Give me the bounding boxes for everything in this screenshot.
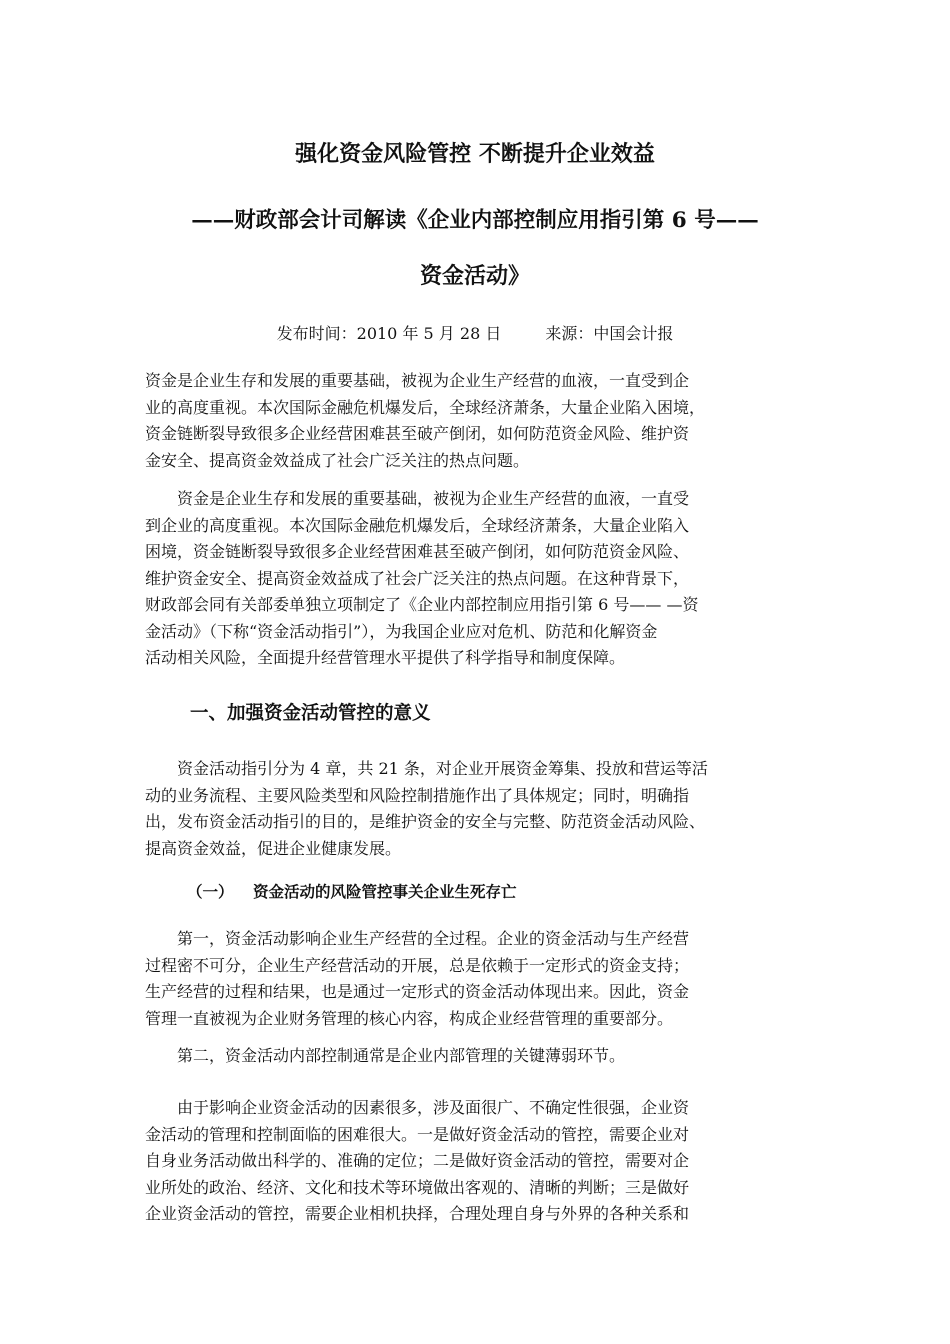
document-subtitle: ——财政部会计司解读《企业内部控制应用指引第 6 号—— (191, 208, 759, 233)
section-heading: 一、加强资金活动管控的意义 (190, 703, 431, 724)
paragraph-background (145, 486, 805, 672)
text-line: 资金是企业生存和发展的重要基础，被视为企业生产经营的血液，一直受 (145, 489, 690, 508)
text-line: 第一，资金活动影响企业生产经营的全过程。企业的资金活动与生产经营 (145, 929, 690, 948)
text-line: 金活动的管理和控制面临的困难很大。一是做好资金活动的管控，需要企业对 (145, 1124, 690, 1144)
text-line: 到企业的高度重视。本次国际金融危机爆发后，全球经济萧条，大量企业陷入 (145, 515, 690, 535)
subsection-number: （一） (187, 882, 234, 901)
text-line: 金安全、提高资金效益成了社会广泛关注的热点问题。 (145, 450, 530, 470)
publish-date: 发布时间：2010 年 5 月 28 日 (276, 324, 502, 343)
paragraph-intro (145, 368, 805, 474)
document-title: 强化资金风险管控 不断提升企业效益 (295, 141, 655, 167)
text-line: 第二，资金活动内部控制通常是企业内部管理的关键薄弱环节。 (145, 1046, 626, 1065)
text-line: 由于影响企业资金活动的因素很多，涉及面很广、不确定性很强，企业资 (145, 1098, 690, 1117)
paragraph-factors (145, 1095, 805, 1228)
paragraph-first-point (145, 926, 805, 1032)
text-line: 企业资金活动的管控，需要企业相机抉择，合理处理自身与外界的各种关系和 (145, 1204, 690, 1223)
paragraph-second-point (145, 1043, 805, 1070)
text-line: 出，发布资金活动指引的目的，是维护资金的安全与完整、防范资金活动风险、 (145, 812, 706, 831)
paragraph-guideline-overview (145, 756, 805, 862)
text-line: 资金活动指引分为 4 章，共 21 条，对企业开展资金筹集、投放和营运等活 (145, 759, 708, 778)
text-line: 提高资金效益，促进企业健康发展。 (145, 838, 402, 858)
text-line: 困境，资金链断裂导致很多企业经营困难甚至破产倒闭，如何防范资金风险、 (145, 542, 690, 561)
subsection-heading (187, 880, 517, 902)
text-line: 财政部会同有关部委单独立项制定了《企业内部控制应用指引第 6 号—— —资 (145, 595, 699, 614)
text-line: 过程密不可分，企业生产经营活动的开展，总是依赖于一定形式的资金支持； (145, 955, 690, 975)
text-line: 动的业务流程、主要风险类型和风险控制措施作出了具体规定；同时，明确指 (145, 785, 690, 805)
text-line: 管理一直被视为企业财务管理的核心内容，构成企业经营管理的重要部分。 (145, 1008, 674, 1028)
subsection-title: 资金活动的风险管控事关企业生死存亡 (253, 882, 517, 901)
text-line: 自身业务活动做出科学的、准确的定位；二是做好资金活动的管控，需要对企 (145, 1151, 690, 1170)
publish-meta (0, 321, 950, 344)
text-line: 业的高度重视。本次国际金融危机爆发后，全球经济萧条，大量企业陷入困境， (145, 397, 706, 417)
text-line: 资金是企业生存和发展的重要基础，被视为企业生产经营的血液，一直受到企 (145, 371, 690, 390)
text-line: 维护资金安全、提高资金效益成了社会广泛关注的热点问题。在这种背景下， (145, 568, 690, 588)
text-line: 生产经营的过程和结果，也是通过一定形式的资金活动体现出来。因此，资金 (145, 982, 690, 1001)
text-line: 资金链断裂导致很多企业经营困难甚至破产倒闭，如何防范资金风险、维护资 (145, 424, 690, 443)
document-subtitle-continued: 资金活动》 (419, 263, 530, 289)
publish-source: 来源：中国会计报 (545, 324, 674, 343)
text-line: 业所处的政治、经济、文化和技术等环境做出客观的、清晰的判断；三是做好 (145, 1177, 690, 1197)
text-line: 活动相关风险，全面提升经营管理水平提供了科学指导和制度保障。 (145, 648, 626, 667)
text-line: 金活动》（下称“资金活动指引”），为我国企业应对危机、防范和化解资金 (145, 621, 658, 641)
